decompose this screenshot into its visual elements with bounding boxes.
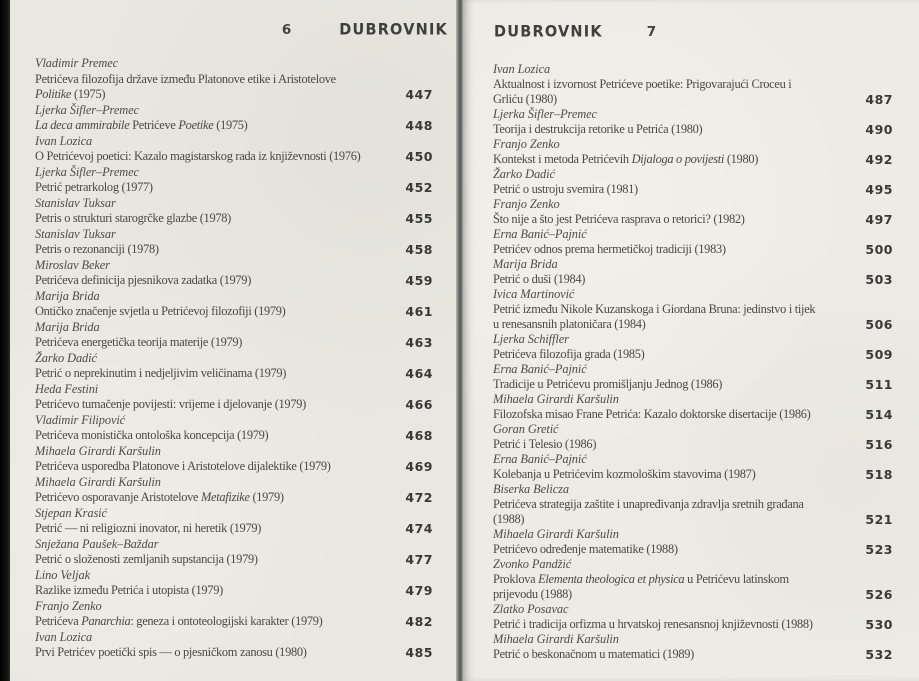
entry-author: Marija Brida xyxy=(493,257,558,271)
entry-title-row xyxy=(35,428,433,444)
entry-author: Mihaela Girardi Karšulin xyxy=(35,474,161,489)
entry-page-number: 452 xyxy=(405,180,433,195)
entry-page-number: 474 xyxy=(405,521,433,536)
entry-page-number: 458 xyxy=(405,242,433,257)
toc-entry xyxy=(35,630,433,661)
entry-title-row xyxy=(493,617,893,632)
entry-author: Zlatko Posavac xyxy=(493,602,569,616)
entry-title-line: Tradicije u Petrićevu promišljanju Jednog (1986) xyxy=(493,377,723,391)
entry-title-line: Grliću (1980) xyxy=(493,92,557,106)
entry-title-row xyxy=(35,72,433,103)
entry-title-row xyxy=(35,583,433,599)
entry-author: Goran Gretić xyxy=(493,422,559,436)
entry-title-line: Petrićevo tumačenje povijesti: vrijeme i djelovanje (1979) xyxy=(35,397,306,411)
entry-page-number: 503 xyxy=(865,272,893,287)
entry-title-line: Petrićeva strategija zaštite i unapređivanja zdravlja sretnih građana xyxy=(493,497,804,511)
toc-entry xyxy=(493,197,893,227)
entry-page-number: 500 xyxy=(865,242,893,257)
entry-title-line: Petrićeva Panarchia: geneza i ontoteologijski karakter (1979) xyxy=(35,614,323,628)
entry-title-row xyxy=(35,366,433,382)
entry-author: Ljerka Šifler–Premec xyxy=(35,164,139,179)
toc-entry xyxy=(35,289,433,320)
toc-entry xyxy=(35,165,433,196)
entry-author: Vladimir Filipović xyxy=(35,412,126,427)
entry-title-line: Kontekst i metoda Petrićevih Dijaloga o povijesti (1980) xyxy=(493,152,759,166)
entry-author: Erna Banić–Pajnić xyxy=(493,227,587,241)
entry-title-line: Petrić i tradicija orfizma u hrvatskoj renesansnoj književnosti (1988) xyxy=(493,617,813,631)
entry-page-number: 469 xyxy=(405,459,433,474)
entry-title-line: Petrićeva monistička ontološka koncepcija (1979) xyxy=(35,428,269,442)
entry-page-number: 516 xyxy=(865,437,893,452)
toc-entry xyxy=(35,56,433,103)
entry-page-number: 490 xyxy=(865,122,893,137)
entry-page-number: 459 xyxy=(405,273,433,288)
entry-page-number: 532 xyxy=(865,647,893,662)
entry-title-line: prijevodu (1988) xyxy=(493,587,572,601)
entry-title-line: Ontičko značenje svjetla u Petrićevoj filozofiji (1979) xyxy=(35,304,286,318)
entry-page-number: 464 xyxy=(405,366,433,381)
entry-title-row xyxy=(35,552,433,568)
toc-entry xyxy=(493,362,893,392)
entry-title-line: Petrić i Telesio (1986) xyxy=(493,437,597,451)
entry-title-line: Petrićevo osporavanje Aristotelove Metafizike (1979) xyxy=(35,490,284,504)
entry-title-row xyxy=(35,211,433,227)
entry-page-number: 472 xyxy=(405,490,433,505)
entry-title-line: Petrićeva energetička teorija materije (1979) xyxy=(35,335,243,349)
entry-title-line: Petrić između Nikole Kuzanskoga i Giordana Bruna: jedinstvo i tijek xyxy=(493,302,816,316)
entry-title-row xyxy=(35,397,433,413)
entry-author: Stjepan Krasić xyxy=(35,505,107,520)
entry-title-line: Petrićeva filozofija države između Platonove etike i Aristotelove xyxy=(35,71,336,86)
entry-title-row xyxy=(493,212,893,227)
page-right xyxy=(464,0,919,681)
entry-title-line: u renesansnih platoničara (1984) xyxy=(493,317,646,331)
entry-title-line: Petrić o duši (1984) xyxy=(493,272,586,286)
entry-title-line: Proklova Elementa theologica et physica u Petrićevu latinskom xyxy=(493,572,789,586)
entry-page-number: 463 xyxy=(405,335,433,350)
entry-author: Marija Brida xyxy=(35,288,100,303)
entry-title-row xyxy=(493,497,893,527)
entry-author: Mihaela Girardi Karšulin xyxy=(493,632,619,646)
toc-entry xyxy=(493,167,893,197)
toc-entry xyxy=(35,382,433,413)
entry-author: Marija Brida xyxy=(35,319,100,334)
entry-author: Ljerka Schiffler xyxy=(493,332,569,346)
journal-logo-left: DUBROVNIK xyxy=(339,21,448,39)
page-left xyxy=(10,0,456,681)
toc-entry xyxy=(35,103,433,134)
entry-author: Stanislav Tuksar xyxy=(35,195,116,210)
entry-page-number: 479 xyxy=(405,583,433,598)
toc-entry xyxy=(35,444,433,475)
toc-entry xyxy=(493,137,893,167)
entry-title-line: Petris o rezonanciji (1978) xyxy=(35,242,159,256)
entry-title-line: Prvi Petrićev poetički spis — o pjesničkom zanosu (1980) xyxy=(35,645,307,659)
book-gutter xyxy=(456,0,464,681)
entry-title-line: O Petrićevoj poetici: Kazalo magistarskog rada iz književnosti (1976) xyxy=(35,149,361,163)
entry-page-number: 466 xyxy=(405,397,433,412)
toc-entry xyxy=(493,392,893,422)
entry-title-row xyxy=(493,647,893,662)
entry-title-line: Petrić petrarkolog (1977) xyxy=(35,180,153,194)
toc-entries-right xyxy=(493,62,893,662)
entry-page-number: 514 xyxy=(865,407,893,422)
toc-entry xyxy=(35,475,433,506)
toc-entry xyxy=(35,227,433,258)
toc-entry xyxy=(493,602,893,632)
entry-page-number: 485 xyxy=(405,645,433,660)
entry-title-row xyxy=(493,77,893,107)
entry-title-line: Petrićeva definicija pjesnikova zadatka (1979) xyxy=(35,273,252,287)
entry-title-row xyxy=(493,302,893,332)
entry-title-row xyxy=(493,152,893,167)
entry-title-line: Petrićevo određenje matematike (1988) xyxy=(493,542,678,556)
entry-title-row xyxy=(35,521,433,537)
toc-entry xyxy=(493,227,893,257)
entry-page-number: 497 xyxy=(865,212,893,227)
entry-title-line: (1988) xyxy=(493,512,525,526)
toc-entry xyxy=(493,62,893,107)
entry-author: Ivica Martinović xyxy=(493,287,575,301)
entry-author: Mihaela Girardi Karšulin xyxy=(35,443,161,458)
page-number-left: 6 xyxy=(281,22,292,38)
entry-page-number: 518 xyxy=(865,467,893,482)
toc-entry xyxy=(35,413,433,444)
entry-page-number: 468 xyxy=(405,428,433,443)
entry-author: Erna Banić–Pajnić xyxy=(493,362,587,376)
journal-logo-right: DUBROVNIK xyxy=(494,23,603,41)
entry-title-row xyxy=(493,122,893,137)
entry-author: Miroslav Beker xyxy=(35,257,110,272)
entry-page-number: 461 xyxy=(405,304,433,319)
toc-entry xyxy=(35,258,433,289)
toc-entry xyxy=(35,537,433,568)
entry-author: Zvonko Pandžić xyxy=(493,557,572,571)
entry-author: Žarko Dadić xyxy=(493,167,555,181)
entry-author: Vladimir Premec xyxy=(35,56,119,70)
entry-page-number: 495 xyxy=(865,182,893,197)
entry-title-row xyxy=(35,242,433,258)
entry-title-line: Petrićeva usporedba Platonove i Aristotelove dijalektike (1979) xyxy=(35,459,331,473)
entry-title-row xyxy=(35,490,433,506)
entry-author: Mihaela Girardi Karšulin xyxy=(493,527,619,541)
toc-entry xyxy=(35,351,433,382)
entry-title-row xyxy=(493,467,893,482)
entry-author: Franjo Zenko xyxy=(493,137,560,151)
entry-title-line: Petrićeva filozofija grada (1985) xyxy=(493,347,645,361)
toc-entry xyxy=(493,332,893,362)
entry-page-number: 482 xyxy=(405,614,433,629)
entry-title-row xyxy=(493,347,893,362)
entry-page-number: 506 xyxy=(865,317,893,332)
toc-entry xyxy=(35,568,433,599)
entry-page-number: 526 xyxy=(865,587,893,602)
entry-title-row xyxy=(493,542,893,557)
entry-title-line: Teorija i destrukcija retorike u Petrića (1980) xyxy=(493,122,703,136)
entry-author: Franjo Zenko xyxy=(35,598,102,613)
entry-title-row xyxy=(35,149,433,165)
entry-page-number: 523 xyxy=(865,542,893,557)
toc-entry xyxy=(493,107,893,137)
entry-author: Ivan Lozica xyxy=(493,62,551,76)
entry-title-line: Petrić o ustroju svemira (1981) xyxy=(493,182,638,196)
entry-page-number: 448 xyxy=(405,118,433,133)
entry-title-line: Petrić — ni religiozni inovator, ni heretik (1979) xyxy=(35,521,262,535)
toc-entry xyxy=(493,452,893,482)
toc-entry xyxy=(493,287,893,332)
toc-entry xyxy=(35,599,433,630)
toc-entry xyxy=(493,632,893,662)
entry-author: Heda Festini xyxy=(35,381,99,396)
page-right-header xyxy=(464,0,919,40)
toc-entry xyxy=(493,527,893,557)
entry-author: Lino Veljak xyxy=(35,567,90,582)
entry-title-row xyxy=(35,273,433,289)
entry-author: Mihaela Girardi Karšulin xyxy=(493,392,619,406)
entry-title-line: Filozofska misao Frane Petrića: Kazalo doktorske disertacije (1986) xyxy=(493,407,811,421)
entry-author: Ivan Lozica xyxy=(35,629,93,644)
entry-title-row xyxy=(493,272,893,287)
toc-entry xyxy=(35,196,433,227)
entry-title-row xyxy=(493,407,893,422)
toc-entry xyxy=(35,320,433,351)
entry-title-row xyxy=(493,377,893,392)
entry-title-row xyxy=(35,614,433,630)
entry-title-row xyxy=(35,335,433,351)
entry-title-row xyxy=(35,645,433,661)
entry-title-line: Kolebanja u Petrićevim kozmološkim stavovima (1987) xyxy=(493,467,756,481)
entry-page-number: 487 xyxy=(865,92,893,107)
entry-title-line: Petrićev odnos prema hermetičkoj tradiciji (1983) xyxy=(493,242,726,256)
entry-page-number: 450 xyxy=(405,149,433,164)
entry-page-number: 509 xyxy=(865,347,893,362)
entry-page-number: 530 xyxy=(865,617,893,632)
entry-title-row xyxy=(493,182,893,197)
entry-title-row xyxy=(35,180,433,196)
toc-entry xyxy=(493,557,893,602)
entry-page-number: 455 xyxy=(405,211,433,226)
entry-title-line: Petris o strukturi starogrčke glazbe (1978) xyxy=(35,211,231,225)
entry-author: Ljerka Šifler–Premec xyxy=(35,102,139,117)
entry-title-row xyxy=(493,242,893,257)
entry-author: Snježana Paušek–Baždar xyxy=(35,536,159,551)
scan-edge-strip xyxy=(0,0,10,681)
entry-author: Biserka Belicza xyxy=(493,482,569,496)
entry-title-row xyxy=(35,304,433,320)
page-number-right: 7 xyxy=(646,24,657,40)
entry-title-line: La deca ammirabile Petrićeve Poetike (1975) xyxy=(35,118,248,132)
entry-title-line: Petrić o beskonačnom u matematici (1989) xyxy=(493,647,694,661)
entry-title-row xyxy=(493,437,893,452)
entry-author: Ivan Lozica xyxy=(35,133,93,148)
entry-title-line: Što nije a što jest Petrićeva rasprava o retorici? (1982) xyxy=(493,212,745,226)
entry-page-number: 521 xyxy=(865,512,893,527)
entry-page-number: 477 xyxy=(405,552,433,567)
entry-page-number: 492 xyxy=(865,152,893,167)
entry-author: Erna Banić–Pajnić xyxy=(493,452,587,466)
entry-title-line: Petrić o neprekinutim i nedjeljivim veličinama (1979) xyxy=(35,366,287,380)
entry-page-number: 447 xyxy=(405,87,433,102)
toc-entry xyxy=(493,422,893,452)
entry-title-row xyxy=(35,118,433,134)
entry-author: Žarko Dadić xyxy=(35,350,97,365)
entry-author: Ljerka Šifler–Premec xyxy=(493,107,597,121)
toc-entries-left xyxy=(35,56,433,661)
entry-author: Franjo Zenko xyxy=(493,197,560,211)
entry-page-number: 511 xyxy=(865,377,893,392)
entry-title-line: Razlike između Petrića i utopista (1979) xyxy=(35,583,223,597)
entry-title-row xyxy=(35,459,433,475)
entry-author: Stanislav Tuksar xyxy=(35,226,116,241)
toc-entry xyxy=(35,134,433,165)
toc-entry xyxy=(35,506,433,537)
entry-title-line: Politike (1975) xyxy=(35,87,106,101)
page-left-header xyxy=(10,0,456,38)
entry-title-line: Petrić o složenosti zemljanih supstancija (1979) xyxy=(35,552,258,566)
toc-entry xyxy=(493,482,893,527)
entry-title-row xyxy=(493,572,893,602)
toc-entry xyxy=(493,257,893,287)
entry-title-line: Aktualnost i izvornost Petrićeve poetike: Prigovarajući Croceu i xyxy=(493,77,792,91)
